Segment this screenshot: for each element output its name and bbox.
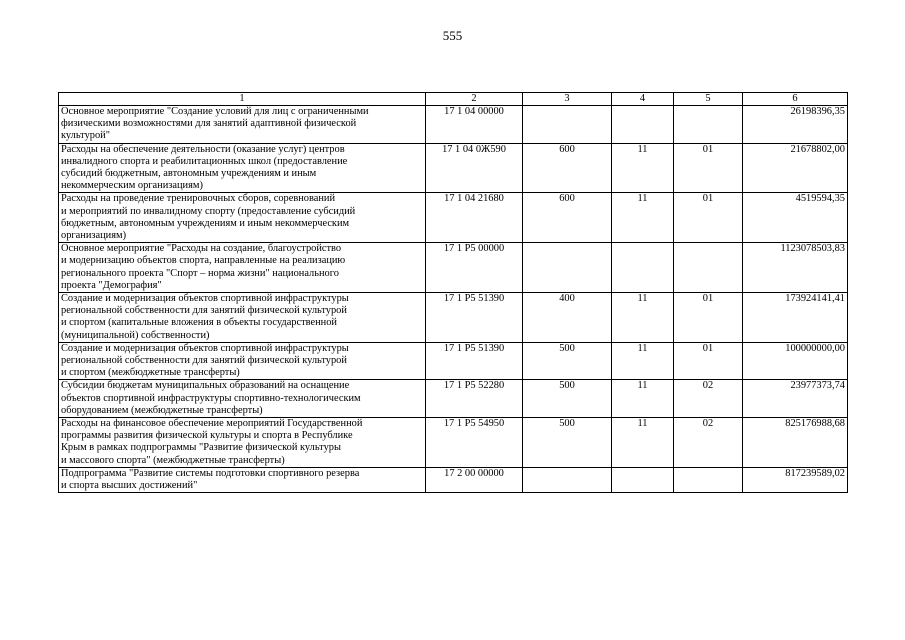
header-cell-sum: 6 xyxy=(743,93,848,106)
row-name-line: оборудованием (межбюджетные трансферты) xyxy=(61,404,263,416)
row-subsection-cell: 01 xyxy=(674,193,743,243)
table-row xyxy=(59,293,848,343)
row-sum-cell: 23977373,74 xyxy=(743,380,848,418)
row-code-cell: 17 1 P5 51390 xyxy=(426,293,523,343)
row-code-cell: 17 1 04 00000 xyxy=(426,106,523,144)
row-subsection-cell: 02 xyxy=(674,418,743,468)
table-row xyxy=(59,106,848,144)
row-name-line: объектов спортивной инфраструктуры спортивно-технологическим xyxy=(61,392,361,404)
row-name-line: Создание и модернизация объектов спортивной инфраструктуры xyxy=(61,293,349,305)
row-name-line: и модернизацию объектов спорта, направленные на реализацию xyxy=(61,255,346,267)
header-cell-subsection: 5 xyxy=(674,93,743,106)
row-sum-cell: 1123078503,83 xyxy=(743,243,848,293)
row-section-cell: 11 xyxy=(612,380,674,418)
row-name-cell xyxy=(59,418,426,468)
row-name-line: региональной собственности для занятий физической культурой xyxy=(61,305,347,317)
row-name-line: и спорта высших достижений" xyxy=(61,480,198,492)
row-name-line: инвалидного спорта и реабилитационных школ (предоставление xyxy=(61,155,348,167)
row-sum-cell: 4519594,35 xyxy=(743,193,848,243)
row-section-cell: 11 xyxy=(612,143,674,193)
row-subsection-cell: 02 xyxy=(674,380,743,418)
table-row xyxy=(59,342,848,380)
row-subsection-cell: 01 xyxy=(674,342,743,380)
row-name-line: культурой" xyxy=(61,130,110,142)
row-code-cell: 17 1 P5 51390 xyxy=(426,342,523,380)
row-name-line: Основное мероприятие "Создание условий для лиц с ограниченными xyxy=(61,106,369,117)
row-subsection-cell xyxy=(674,243,743,293)
row-name-line: регионального проекта "Спорт – норма жизни" национального xyxy=(61,267,339,279)
row-name-line: Расходы на проведение тренировочных сборов, соревнований xyxy=(61,193,336,205)
row-name-line: организациям) xyxy=(61,230,127,242)
row-name-cell xyxy=(59,293,426,343)
header-cell-expense-type: 3 xyxy=(523,93,612,106)
row-subsection-cell xyxy=(674,467,743,492)
table-row xyxy=(59,193,848,243)
row-name-line: некоммерческим организациям) xyxy=(61,180,203,192)
row-expense-type-cell: 400 xyxy=(523,293,612,343)
row-sum-cell: 173924141,41 xyxy=(743,293,848,343)
header-cell-code: 2 xyxy=(426,93,523,106)
row-expense-type-cell xyxy=(523,243,612,293)
row-sum-cell: 26198396,35 xyxy=(743,106,848,144)
row-subsection-cell xyxy=(674,106,743,144)
row-code-cell: 17 1 P5 52280 xyxy=(426,380,523,418)
row-name-line: физическими возможностями для занятий адаптивной физической xyxy=(61,118,357,130)
table-row xyxy=(59,467,848,492)
row-expense-type-cell xyxy=(523,106,612,144)
table-row xyxy=(59,243,848,293)
row-name-line: бюджетным, автономным учреждениям и иным некоммерческим xyxy=(61,217,350,229)
row-section-cell: 11 xyxy=(612,418,674,468)
header-row xyxy=(59,93,848,106)
row-sum-cell: 817239589,02 xyxy=(743,467,848,492)
row-code-cell: 17 1 04 0Ж590 xyxy=(426,143,523,193)
row-section-cell: 11 xyxy=(612,293,674,343)
row-code-cell: 17 1 P5 54950 xyxy=(426,418,523,468)
row-name-line: субсидий бюджетным, автономным учреждениям и иным xyxy=(61,168,317,180)
header-cell-name: 1 xyxy=(59,93,426,106)
row-code-cell: 17 1 04 21680 xyxy=(426,193,523,243)
row-expense-type-cell: 600 xyxy=(523,193,612,243)
row-name-line: и спортом (межбюджетные трансферты) xyxy=(61,367,240,379)
row-name-line: (муниципальной) собственности) xyxy=(61,329,210,341)
row-name-cell xyxy=(59,243,426,293)
row-name-line: Основное мероприятие "Расходы на создание, благоустройство xyxy=(61,243,342,255)
row-name-line: и мероприятий по инвалидному спорту (предоставление субсидий xyxy=(61,205,356,217)
row-name-line: Расходы на обеспечение деятельности (оказание услуг) центров xyxy=(61,143,345,155)
row-name-cell xyxy=(59,143,426,193)
row-name-cell xyxy=(59,106,426,144)
budget-table xyxy=(58,92,848,493)
row-sum-cell: 100000000,00 xyxy=(743,342,848,380)
row-name-line: проекта "Демография" xyxy=(61,279,162,291)
row-sum-cell: 825176988,68 xyxy=(743,418,848,468)
row-sum-cell: 21678802,00 xyxy=(743,143,848,193)
row-section-cell: 11 xyxy=(612,193,674,243)
row-section-cell xyxy=(612,467,674,492)
row-name-line: и спортом (капитальные вложения в объекты государственной xyxy=(61,317,337,329)
row-section-cell xyxy=(612,106,674,144)
table-row xyxy=(59,143,848,193)
row-name-line: Расходы на финансовое обеспечение мероприятий Государственной xyxy=(61,418,363,430)
row-subsection-cell: 01 xyxy=(674,293,743,343)
row-name-line: Создание и модернизация объектов спортивной инфраструктуры xyxy=(61,342,349,354)
row-subsection-cell: 01 xyxy=(674,143,743,193)
row-expense-type-cell: 500 xyxy=(523,380,612,418)
row-expense-type-cell: 600 xyxy=(523,143,612,193)
row-name-cell xyxy=(59,380,426,418)
table-row xyxy=(59,418,848,468)
row-name-cell xyxy=(59,467,426,492)
row-expense-type-cell xyxy=(523,467,612,492)
row-expense-type-cell: 500 xyxy=(523,342,612,380)
row-code-cell: 17 2 00 00000 xyxy=(426,467,523,492)
row-name-cell xyxy=(59,193,426,243)
row-name-line: и массового спорта" (межбюджетные трансферты) xyxy=(61,454,285,466)
row-section-cell xyxy=(612,243,674,293)
table-row xyxy=(59,380,848,418)
row-name-line: программы развития физической культуры и спорта в Республике xyxy=(61,430,353,442)
row-name-line: Субсидии бюджетам муниципальных образований на оснащение xyxy=(61,380,350,392)
row-name-line: Подпрограмма "Развитие системы подготовки спортивного резерва xyxy=(61,467,360,479)
header-cell-section: 4 xyxy=(612,93,674,106)
row-code-cell: 17 1 P5 00000 xyxy=(426,243,523,293)
row-name-line: Крым в рамках подпрограммы "Развитие физической культуры xyxy=(61,442,341,454)
row-expense-type-cell: 500 xyxy=(523,418,612,468)
row-name-cell xyxy=(59,342,426,380)
row-section-cell: 11 xyxy=(612,342,674,380)
row-name-line: региональной собственности для занятий физической культурой xyxy=(61,355,347,367)
page-number: 555 xyxy=(442,28,463,43)
